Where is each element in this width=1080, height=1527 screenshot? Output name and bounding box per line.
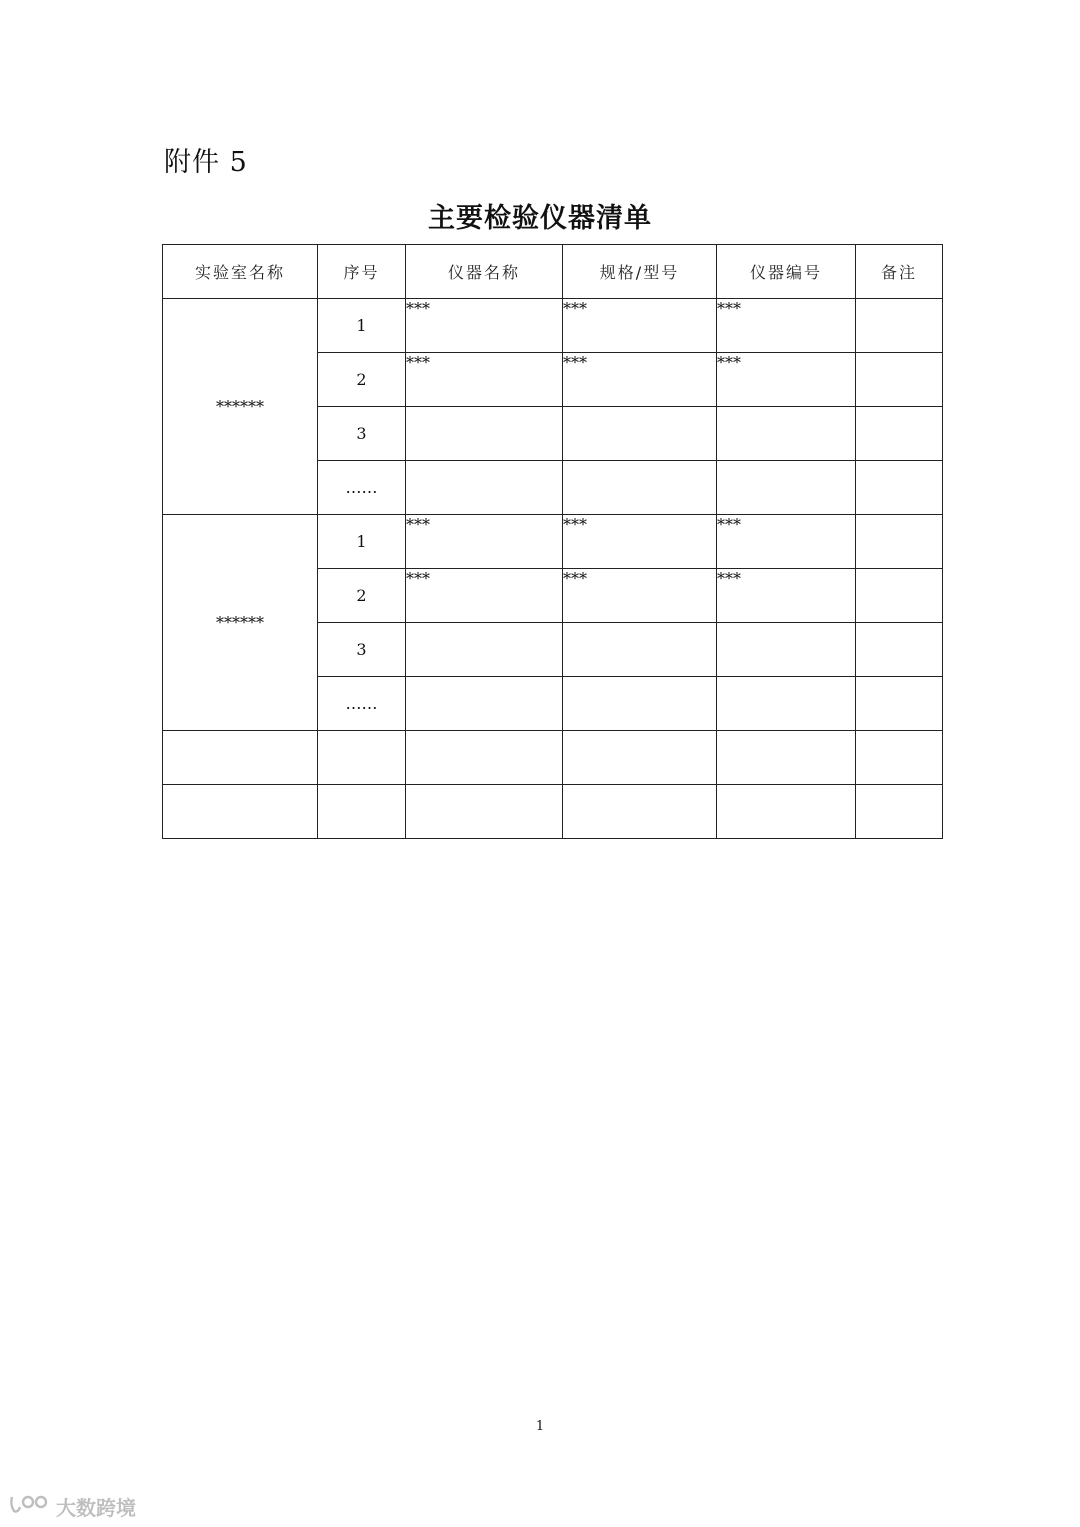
logo-icon <box>8 1493 50 1520</box>
blank-cell <box>717 785 856 839</box>
blank-cell <box>717 731 856 785</box>
instrument-name-cell: *** <box>406 515 563 569</box>
spec-model-cell: *** <box>563 569 717 623</box>
instrument-name-cell <box>406 677 563 731</box>
blank-cell <box>856 785 943 839</box>
column-header-spec-model: 规格/型号 <box>563 245 717 299</box>
spec-model-cell <box>563 461 717 515</box>
column-header-remarks: 备注 <box>856 245 943 299</box>
instrument-name-cell: *** <box>406 353 563 407</box>
page-title: 主要检验仪器清单 <box>428 203 652 234</box>
blank-table-row <box>163 731 943 785</box>
instrument-code-cell <box>717 623 856 677</box>
remarks-cell <box>856 299 943 353</box>
column-header-instrument-name: 仪器名称 <box>406 245 563 299</box>
remarks-cell <box>856 677 943 731</box>
seq-cell: 2 <box>318 569 406 623</box>
spec-model-cell: *** <box>563 299 717 353</box>
spec-model-cell <box>563 623 717 677</box>
table-row <box>163 299 943 353</box>
instrument-code-cell: *** <box>717 515 856 569</box>
watermark <box>8 1492 136 1521</box>
lab-name-cell: ****** <box>163 299 318 515</box>
instrument-code-cell <box>717 407 856 461</box>
instrument-name-cell <box>406 461 563 515</box>
blank-cell <box>163 731 318 785</box>
blank-cell <box>318 731 406 785</box>
remarks-cell <box>856 461 943 515</box>
spec-model-cell: *** <box>563 515 717 569</box>
instrument-code-cell <box>717 461 856 515</box>
blank-cell <box>318 785 406 839</box>
table-header-row <box>163 245 943 299</box>
instrument-name-cell: *** <box>406 299 563 353</box>
column-header-seq: 序号 <box>318 245 406 299</box>
remarks-cell <box>856 407 943 461</box>
seq-cell: 3 <box>318 407 406 461</box>
remarks-cell <box>856 515 943 569</box>
table-body <box>163 299 943 839</box>
seq-cell: 2 <box>318 353 406 407</box>
page-number: 1 <box>535 1419 545 1434</box>
seq-cell: …… <box>318 461 406 515</box>
annex-label: 附件 5 <box>164 147 248 178</box>
lab-name-cell: ****** <box>163 515 318 731</box>
blank-cell <box>563 785 717 839</box>
blank-cell <box>856 731 943 785</box>
spec-model-cell <box>563 407 717 461</box>
seq-cell: 1 <box>318 515 406 569</box>
spec-model-cell: *** <box>563 353 717 407</box>
instrument-name-cell <box>406 407 563 461</box>
instrument-code-cell <box>717 677 856 731</box>
blank-cell <box>406 785 563 839</box>
seq-cell: 3 <box>318 623 406 677</box>
remarks-cell <box>856 569 943 623</box>
table-row <box>163 515 943 569</box>
instrument-code-cell: *** <box>717 299 856 353</box>
blank-table-row <box>163 785 943 839</box>
blank-cell <box>406 731 563 785</box>
column-header-instrument-code: 仪器编号 <box>717 245 856 299</box>
instrument-name-cell: *** <box>406 569 563 623</box>
spec-model-cell <box>563 677 717 731</box>
remarks-cell <box>856 623 943 677</box>
instrument-code-cell: *** <box>717 569 856 623</box>
instrument-table <box>162 244 943 839</box>
column-header-lab-name: 实验室名称 <box>163 245 318 299</box>
instrument-name-cell <box>406 623 563 677</box>
blank-cell <box>563 731 717 785</box>
blank-cell <box>163 785 318 839</box>
watermark-text: 大数跨境 <box>56 1496 136 1520</box>
seq-cell: …… <box>318 677 406 731</box>
seq-cell: 1 <box>318 299 406 353</box>
remarks-cell <box>856 353 943 407</box>
instrument-code-cell: *** <box>717 353 856 407</box>
